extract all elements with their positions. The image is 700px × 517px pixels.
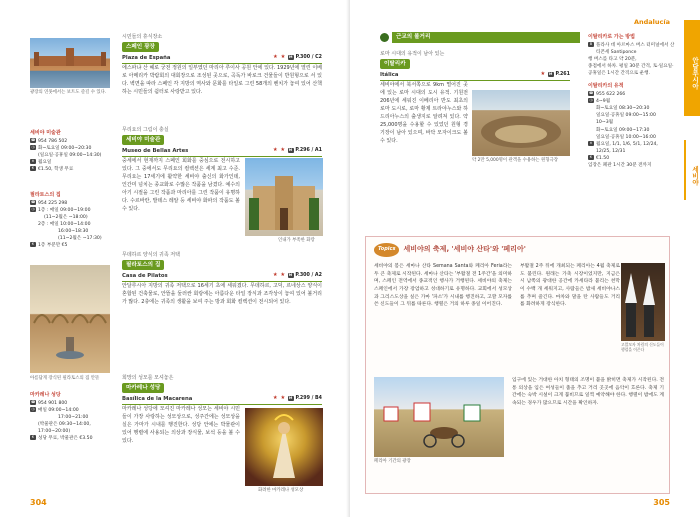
- info-line: 954 786 502: [38, 138, 68, 144]
- museum-photo: [245, 158, 323, 236]
- courtyard-illustration: [30, 265, 110, 373]
- macarena-photo: [245, 408, 323, 486]
- phone-icon: ☎: [30, 399, 36, 404]
- map-ref: P.261: [555, 72, 570, 78]
- rating-stars: ★ ★: [272, 395, 286, 402]
- info-line: 955 622 266: [596, 92, 626, 98]
- info-line: 12/25, 12/31: [596, 148, 626, 154]
- info-line: (11~2월은 ~18:00): [44, 214, 88, 220]
- virgin-statue-illustration: [245, 408, 323, 486]
- feria-photo: [374, 377, 504, 457]
- feria-caption: 페리아 기간의 광장: [374, 459, 411, 464]
- clock-icon: ◷: [31, 144, 35, 149]
- building-illustration: [30, 38, 110, 88]
- info-line: 행 버스를 타고 약 20분,: [588, 56, 637, 62]
- info-line: 플라사 데 아르마스 버스 터미널에서 산티폰세 Santiponce: [596, 42, 675, 55]
- map-ref: P.299 / B4: [295, 396, 322, 402]
- clock-icon: ◷: [31, 406, 35, 411]
- topics-title: 세비야의 축제, '세비야 산타'와 '페리아': [403, 245, 526, 254]
- place-name: Museo de Bellas Artes: [122, 147, 189, 154]
- info-line: 종점에서 하차. 평일 30분 간격, 토·일요일·: [588, 64, 674, 70]
- page-number-right: 305: [653, 497, 670, 507]
- plaza-de-espana-photo: [30, 38, 110, 88]
- info-line: €1.50: [596, 156, 610, 162]
- section-text: 안달루시아 지방의 귀족 저택으로 16세기 초에 세워졌다. 무데하르, 고딕, 르네상스 양식이 혼합된 건축물로, 안뜰을 둘러싼 회랑에는 아름다운 타일 장식과 조각상이 놓여 있어 볼거리가 많다. 2층에는 귀족의 생활을 보여 주는 방과 회화 컬렉션이 전시되어 있다.: [122, 282, 322, 305]
- topics-col2: 부활절 2주 뒤에 개최되는 페리아는 4월 축제로도 불린다. 원래는 가축 시장이었지만, 지금은 시 남쪽의 광대한 공간에 카세타라 불리는 천막이 수백 개 세워지고, 사람들은 밤새 세비야나스를 추며 즐긴다. 마차와 말을 탄 사람들도 거리를 화려하게 장식한다.: [520, 264, 620, 308]
- section-text: 세비야에서 북서쪽으로 9km 떨어진 곳에 있는 로마 시대의 도시 유적. 기원전 206년에 세워진 이베리아 반도 최초의 로마 도시로, 로마 황제 트라야누스와 하드리아누스의 출생지로 알려져 있다. 약 25,000명을 수용할 수 있었던 원형 경기장이 남아 있으며, 바닥 모자이크도 볼 수 있다.: [380, 81, 468, 144]
- place-name: Basílica de la Macarena: [122, 395, 193, 402]
- section-bar: [380, 32, 580, 43]
- pilatos-info-box: [30, 192, 112, 250]
- map-icon: M: [288, 273, 293, 278]
- map-icon: M: [288, 55, 293, 60]
- procession-caption: 고깔모자 차림의 신도들이 행렬을 이끈다: [621, 342, 664, 352]
- topics-badge: Topics: [374, 243, 399, 257]
- section-header: 이탈리카: [380, 59, 410, 70]
- clock-icon: ◷: [31, 206, 35, 211]
- fee-icon: €: [31, 435, 35, 440]
- info-line: 월요일, 1/1, 1/6, 5/1, 12/24,: [596, 141, 658, 147]
- pilatos-courtyard-photo: [30, 265, 110, 373]
- place-name-row: [122, 394, 322, 404]
- place-name-row: [380, 70, 570, 80]
- section-header: 마카레나 성당: [122, 383, 164, 394]
- section-header: 세비야 미술관: [122, 135, 164, 146]
- museum-caption: 인내가 부족한 화랑: [278, 238, 315, 243]
- info-line: 16:00~18:30: [58, 229, 89, 235]
- rating-stars: ★ ★: [273, 54, 286, 61]
- museum-info-title: 세비야 미술관: [30, 130, 61, 136]
- macarena-info-box: [30, 392, 112, 442]
- closed-icon: ✕: [31, 159, 35, 164]
- phone-icon: ☎: [30, 199, 36, 204]
- section-intro: 무데하르 양식의 귀족 저택: [122, 252, 180, 258]
- closed-icon: ✕: [589, 140, 593, 145]
- italica-photo: [472, 90, 570, 156]
- info-line: 화~토요일 08:30~20:30: [596, 106, 650, 112]
- info-line: 화~토요일 09:00~17:30: [596, 127, 650, 133]
- access-title: 이탈리카로 가는 방법: [588, 34, 635, 40]
- info-line: 954 901 800: [38, 400, 68, 406]
- leaf-icon: [380, 33, 389, 42]
- italica-caption: 약 2만 5,000명이 관객을 수용하는 원형극장: [472, 158, 558, 163]
- info-line: 화~토요일 09:00~20:30: [38, 145, 92, 151]
- info-line: 17:00~21:00: [58, 414, 89, 420]
- procession-photo: [621, 263, 665, 341]
- rating-stars: ★: [540, 71, 546, 78]
- info-line: 일요일·공휴일 10:00~16:00: [596, 134, 656, 140]
- info-line: 954 225 298: [38, 200, 68, 206]
- map-icon: M: [288, 396, 293, 401]
- place-name-row: [122, 146, 322, 156]
- fee-icon: €: [589, 155, 593, 160]
- section-header: 필라토스의 집: [122, 260, 164, 271]
- topics-box: [365, 236, 670, 494]
- fee-icon: €: [31, 166, 35, 171]
- rating-stars: ★ ★: [272, 147, 286, 154]
- map-icon: M: [548, 72, 553, 77]
- section-plaza: [122, 34, 322, 96]
- museum-info-box: [30, 130, 112, 173]
- map-ref: P.300 / C2: [295, 55, 322, 61]
- macarena-info-title: 마카레나 성당: [30, 392, 61, 398]
- map-icon: M: [288, 148, 293, 153]
- fee-icon: €: [31, 242, 35, 247]
- page-number-left: 304: [30, 497, 47, 507]
- section-text: 중세에서 현재까지 스페인 회화를 중심으로 전시하고 있다. 그 중에서도 무리요의 컬렉션은 세계 최고 수준. 무리요는 17세기에 활약한 세비야 출신의 화가인데, 인간미 넘치는 종교화로 수많은 작품을 남겼다. 예수의 아기 시절을 그린 작품과 마리아를 그린 작품이 유명하다. 수르바란, 발데스 레알 등 세비야 화파의 작품도 볼 수 있다.: [122, 157, 240, 212]
- ruins-title: 이탈리카의 유적: [588, 83, 624, 90]
- info-line: 1층 부분만 €5: [38, 243, 68, 249]
- topics-col3: 입구에 있는 거대한 아치 형태의 조명이 불을 밝히면 축제가 시작된다. 전통 의상을 입은 여성들이 춤을 추고 거리 곳곳에 음악이 흐른다. 축제 기간에는 숙박 시설이 크게 붐비므로 일찍 예약해야 한다. 행렬이 밤에도 계속되는 경우가 많으므로 시간을 확인하자.: [512, 378, 664, 407]
- pilatos-caption: 아름답게 장식된 필라토스의 집 안뜰: [30, 376, 100, 381]
- place-name: Itálica: [380, 71, 399, 78]
- running-head: Andalucía: [633, 18, 670, 26]
- info-line: 1층 : 매일 09:00~19:00: [38, 207, 91, 213]
- macarena-caption: 화려한 마카레나 성모상: [258, 488, 304, 493]
- section-intro: 로마 시대의 유적이 남아 있는: [380, 51, 445, 57]
- map-ref: P.300 / A2: [295, 273, 322, 279]
- topics-col1: 세비야의 봄은 세마나 산타 Semana Santa와 페리아 Feria라는 두 큰 축제로 시작된다. 세마나 산타는 '부활절 전 1주간'을 의미하며, 스페인 전역에서 종교적인 행사가 거행된다. 세비야의 축제는 스페인에서 가장 장엄하고 성대하기로 유명하다. 교회에서 성모상과 그리스도상을 실은 가마 '파소'가 시내를 행진하고, 고깔 모자를 쓴 신도들이 그 뒤를 따른다. 행렬은 거의 하루 종일 이어진다.: [374, 264, 512, 308]
- info-line: 4~9월: [596, 99, 611, 105]
- info-line: 10~3월: [596, 120, 614, 126]
- info-line: 매일 09:00~14:00: [38, 407, 79, 413]
- info-line: 일요일·공휴일 09:00~15:00: [596, 113, 656, 119]
- section-header: 스페인 광장: [122, 42, 159, 53]
- info-line: 월요일: [38, 160, 52, 166]
- topics-header: [374, 243, 526, 257]
- rating-stars: ★ ★: [272, 272, 286, 279]
- info-line: (박물관은 09:30~14:00,: [38, 422, 91, 428]
- info-line: 17:00~20:00): [38, 429, 71, 435]
- section-text: 마카레나 성당에 모셔진 마카레나 성모는 세비야 시민들이 가장 사랑하는 성모상으로, 성주간에는 성모상을 실은 가마가 시내를 행진한다. 성당 안에는 박물관이 있어 행렬에 사용되는 의상과 장식물, 보석 등을 볼 수 있다.: [122, 405, 240, 444]
- phone-icon: ☎: [588, 91, 594, 96]
- section-pilatos: [122, 252, 322, 306]
- amphitheater-illustration: [472, 90, 570, 156]
- info-line: (일요일·공휴일 09:00~14:30): [38, 152, 102, 158]
- info-line: €1.50, 학생 무료: [38, 167, 74, 173]
- phone-icon: ☎: [30, 137, 36, 142]
- place-name: Plaza de España: [122, 54, 171, 61]
- info-line: 성당 무료, 박물관은 €3.50: [38, 436, 93, 442]
- city-tab[interactable]: 세비야: [684, 140, 700, 200]
- section-intro: 무리요의 그림이 충실: [122, 127, 169, 133]
- info-line: 공휴일은 1시간 간격으로 운행.: [588, 71, 651, 77]
- horse-carriage-illustration: [374, 377, 504, 457]
- info-line: 2층 : 매일 10:00~14:00: [38, 222, 91, 228]
- italica-access-box: [588, 34, 678, 169]
- section-text: 에스파냐 산 헤로 궁전 정원의 일부였던 마리아 루이사 공원 안에 있다. 1929년에 열린 이베로 아메리카 박람회의 대회장으로 조성된 곳으로, 곡독가 바로크 건물들이 반원형으로 서 있다. 벽면을 따라 스페인 각 지방의 역사와 문화를 타일로 그린 58개의 벤치가 놓여 있어 산책하는 시민들의 쉼터로 사랑받고 있다.: [122, 64, 322, 95]
- section-bar-title: 근교의 볼거리: [392, 32, 580, 43]
- place-name-row: [122, 53, 322, 63]
- plaza-caption: 광장의 연못에서는 보트도 즐길 수 있다.: [30, 90, 107, 95]
- map-ref: P.296 / A1: [295, 148, 322, 154]
- info-line: 입장은 폐관 1시간 30분 전까지: [588, 163, 652, 169]
- section-intro: 시민들의 휴식장소: [122, 34, 163, 40]
- region-tab[interactable]: 안달루시아: [684, 20, 700, 116]
- section-intro: 희망의 성모를 모셔놓은: [122, 375, 174, 381]
- place-name-row: [122, 271, 322, 281]
- museum-facade-illustration: [245, 158, 323, 236]
- pilatos-info-title: 필라토스의 집: [30, 192, 61, 198]
- info-line: (11~2월은 ~17:30): [58, 236, 102, 242]
- bus-icon: B: [589, 41, 593, 46]
- place-name: Casa de Pilatos: [122, 272, 168, 279]
- clock-icon: ◷: [589, 98, 593, 103]
- nazarenos-illustration: [621, 263, 665, 341]
